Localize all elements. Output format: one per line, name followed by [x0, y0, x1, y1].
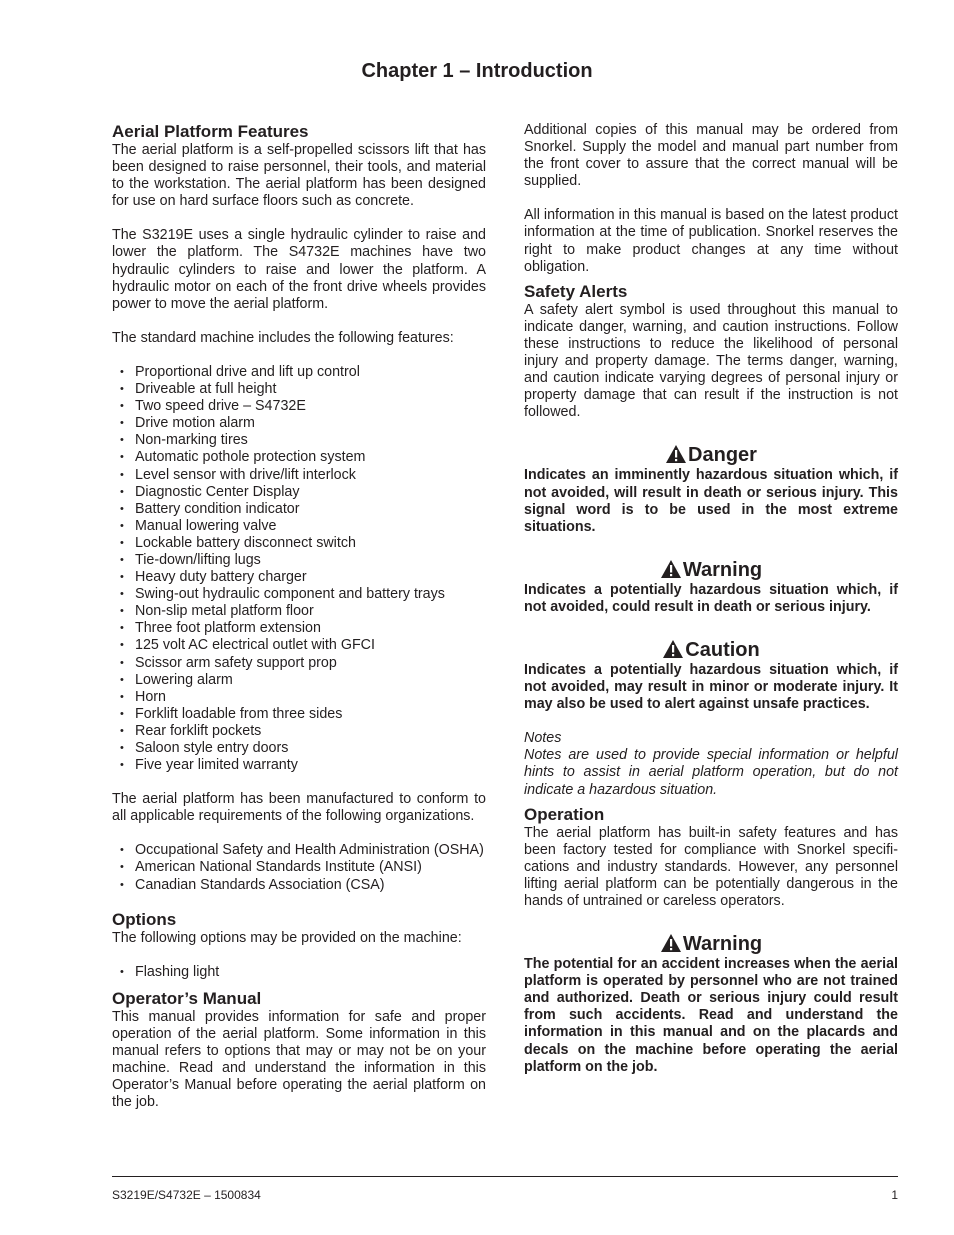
warning-text: Indicates a potentially hazardous situation which, if not avoided, could result in death or serious injury.	[524, 581, 898, 615]
list-item: • Diagnostic Center Display	[112, 484, 486, 501]
warning-title-text: Warning	[682, 558, 763, 581]
notes-title: Notes	[524, 730, 562, 747]
warning-triangle-icon	[660, 559, 682, 579]
list-item: • Proportional drive and lift up control	[112, 364, 486, 381]
features-list	[112, 364, 486, 774]
list-item: • American National Standards Institute (ANSI)	[112, 859, 486, 876]
operation-heading: Operation	[524, 804, 605, 824]
caution-title-text: Caution	[685, 638, 760, 661]
footer-page-number: 1	[891, 1188, 898, 1202]
list-item: • Horn	[112, 689, 486, 706]
info-paragraph: All information in this manual is based on the latest product information at the time of publication. Snorkel reserves the right to make product changes at any time without obligation.	[524, 207, 898, 275]
manual-paragraph: This manual provides information for safe and proper operation of the aerial platform. Some information in this manual refers to options that may or may not be on your machine. Read and understand the information in this Operator’s Manual before operating the aerial platform on the job.	[112, 1008, 486, 1111]
features-paragraph-1: The aerial platform is a self-propelled scissors lift that has been designed to raise personnel, their tools, and material to the workstation. The aerial platform has been designed for use on hard surface floors such as concrete.	[112, 142, 486, 210]
right-column	[524, 122, 898, 1076]
copies-paragraph: Additional copies of this manual may be ordered from Snorkel. Supply the model and manual part number from the front cover to assure that the correct manual will be supplied.	[524, 122, 898, 190]
warning-triangle-icon	[662, 639, 684, 659]
warning-2-text: The potential for an accident increases when the aerial platform is operated by personnel who are not trained and authorized. Death or serious injury could result from such accidents. Read and understand the information in this manual and on the placards and decals on the machine before operating the aerial platform on the job.	[524, 956, 898, 1075]
warning-2-title-text: Warning	[682, 933, 763, 956]
operation-paragraph: The aerial platform has built-in safety features and has been factory tested for compliance with Snorkel specifi-cations and industry standards. However, any personnel lifting aerial platform can be potentially dangerous in the hands of untrained or careless operators.	[524, 824, 898, 909]
list-item: • Lockable battery disconnect switch	[112, 535, 486, 552]
list-item: • Occupational Safety and Health Administration (OSHA)	[112, 842, 486, 859]
left-column	[112, 122, 486, 1111]
list-item: • Driveable at full height	[112, 381, 486, 398]
warning-triangle-icon	[660, 933, 682, 953]
warning-triangle-icon	[665, 444, 687, 464]
options-heading: Options	[112, 909, 177, 929]
list-item: • Canadian Standards Association (CSA)	[112, 877, 486, 894]
list-item: • Heavy duty battery charger	[112, 569, 486, 586]
safety-alerts-paragraph: A safety alert symbol is used throughout this manual to indicate danger, warning, and caution instructions. Follow these instructions to reduce the likelihood of personal injury and property damage. The terms danger, warning, and caution indicate varying degrees of personal injury or property damage that can result if the instruction is not followed.	[524, 301, 898, 421]
organizations-list	[112, 842, 486, 893]
list-item: • Level sensor with drive/lift interlock	[112, 467, 486, 484]
options-list	[112, 964, 486, 981]
list-item: • Non-marking tires	[112, 432, 486, 449]
list-item: • Tie-down/lifting lugs	[112, 552, 486, 569]
list-item: • Forklift loadable from three sides	[112, 706, 486, 723]
list-item: • Manual lowering valve	[112, 518, 486, 535]
notes-text: Notes are used to provide special information or helpful hints to assist in aerial platform operation, but do not indicate a hazardous situation.	[524, 747, 898, 798]
danger-title-text: Danger	[688, 444, 757, 467]
danger-title	[524, 443, 898, 467]
safety-alerts-heading: Safety Alerts	[524, 281, 628, 301]
warning-2-title	[524, 932, 898, 956]
caution-text: Indicates a potentially hazardous situation which, if not avoided, may result in minor or moderate injury. It may also be used to alert against unsafe practices.	[524, 661, 898, 713]
features-heading: Aerial Platform Features	[112, 122, 309, 141]
list-item: • Two speed drive – S4732E	[112, 398, 486, 415]
list-item: • Saloon style entry doors	[112, 740, 486, 757]
list-item: • Rear forklift pockets	[112, 723, 486, 740]
conform-paragraph: The aerial platform has been manufactured to conform to all applicable requirements of the following organizations.	[112, 791, 486, 825]
list-item: • Scissor arm safety support prop	[112, 655, 486, 672]
footer-document-id: S3219E/S4732E – 1500834	[112, 1188, 261, 1202]
features-paragraph-3: The standard machine includes the following features:	[112, 329, 454, 346]
warning-title	[524, 558, 898, 582]
footer-divider	[112, 1176, 898, 1177]
list-item: • 125 volt AC electrical outlet with GFCI	[112, 637, 486, 654]
list-item: • Drive motion alarm	[112, 415, 486, 432]
options-paragraph: The following options may be provided on the machine:	[112, 929, 462, 946]
caution-title	[524, 638, 898, 662]
manual-heading: Operator’s Manual	[112, 988, 262, 1008]
list-item: • Flashing light	[112, 964, 486, 981]
list-item: • Battery condition indicator	[112, 501, 486, 518]
list-item: • Five year limited warranty	[112, 757, 486, 774]
list-item: • Lowering alarm	[112, 672, 486, 689]
list-item: • Automatic pothole protection system	[112, 449, 486, 466]
danger-text: Indicates an imminently hazardous situation which, if not avoided, will result in death or serious injury. This signal word is to be used in the most extreme situations.	[524, 467, 898, 535]
features-paragraph-2: The S3219E uses a single hydraulic cylinder to raise and lower the platform. The S4732E machines have two hydraulic cylinders to raise and lower the platform. A hydraulic motor on each of the front drive wheels provides power to move the aerial platform.	[112, 227, 486, 312]
chapter-title: Chapter 1 – Introduction	[361, 60, 593, 82]
list-item: • Non-slip metal platform floor	[112, 603, 486, 620]
list-item: • Swing-out hydraulic component and battery trays	[112, 586, 486, 603]
list-item: • Three foot platform extension	[112, 620, 486, 637]
